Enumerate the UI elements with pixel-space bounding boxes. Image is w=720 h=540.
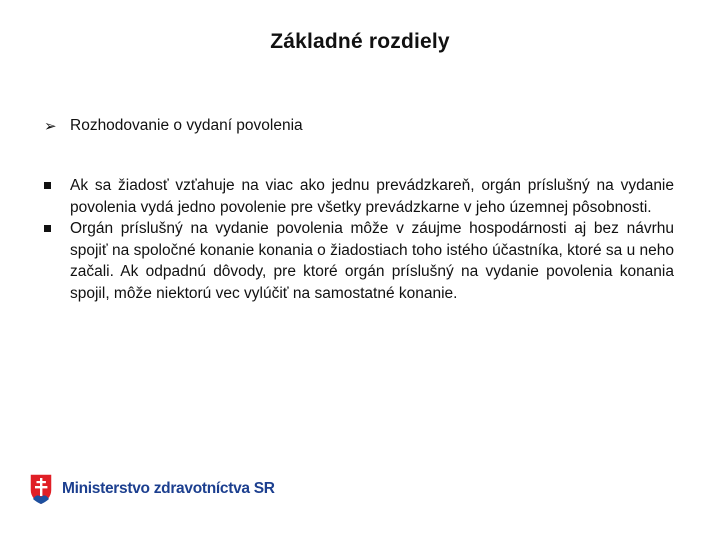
list-item-text: Orgán príslušný na vydanie povolenia môže v záujme hospodárnosti aj bez návrhu spojiť na spoločné konanie konania o žiadostiach toho istého účastníka, ktoré sa u neho začali. Ak odpadnú dôvody, pre ktoré orgán príslušný na vydanie povolenia konania spojil, môže niektorú vec vylúčiť na samostatné konanie. bbox=[70, 220, 674, 302]
list-item bbox=[44, 218, 674, 304]
list-item bbox=[44, 175, 674, 218]
ministry-logo bbox=[28, 472, 275, 506]
section-heading bbox=[44, 117, 680, 135]
section-heading-text: Rozhodovanie o vydaní povolenia bbox=[70, 117, 303, 134]
slovak-coat-of-arms-icon bbox=[28, 472, 54, 506]
square-bullet-icon bbox=[44, 225, 51, 232]
arrow-bullet-icon: ➢ bbox=[44, 118, 57, 135]
slide-title: Základné rozdiely bbox=[270, 30, 450, 53]
square-bullet-icon bbox=[44, 182, 51, 189]
bullet-list bbox=[44, 175, 674, 304]
ministry-name: Ministerstvo zdravotníctva SR bbox=[62, 480, 275, 497]
list-item-text: Ak sa žiadosť vzťahuje na viac ako jednu prevádzkareň, orgán príslušný na vydanie povolenia vydá jedno povolenie pre všetky prevádzkarne v jeho územnej pôsobnosti. bbox=[70, 177, 674, 216]
